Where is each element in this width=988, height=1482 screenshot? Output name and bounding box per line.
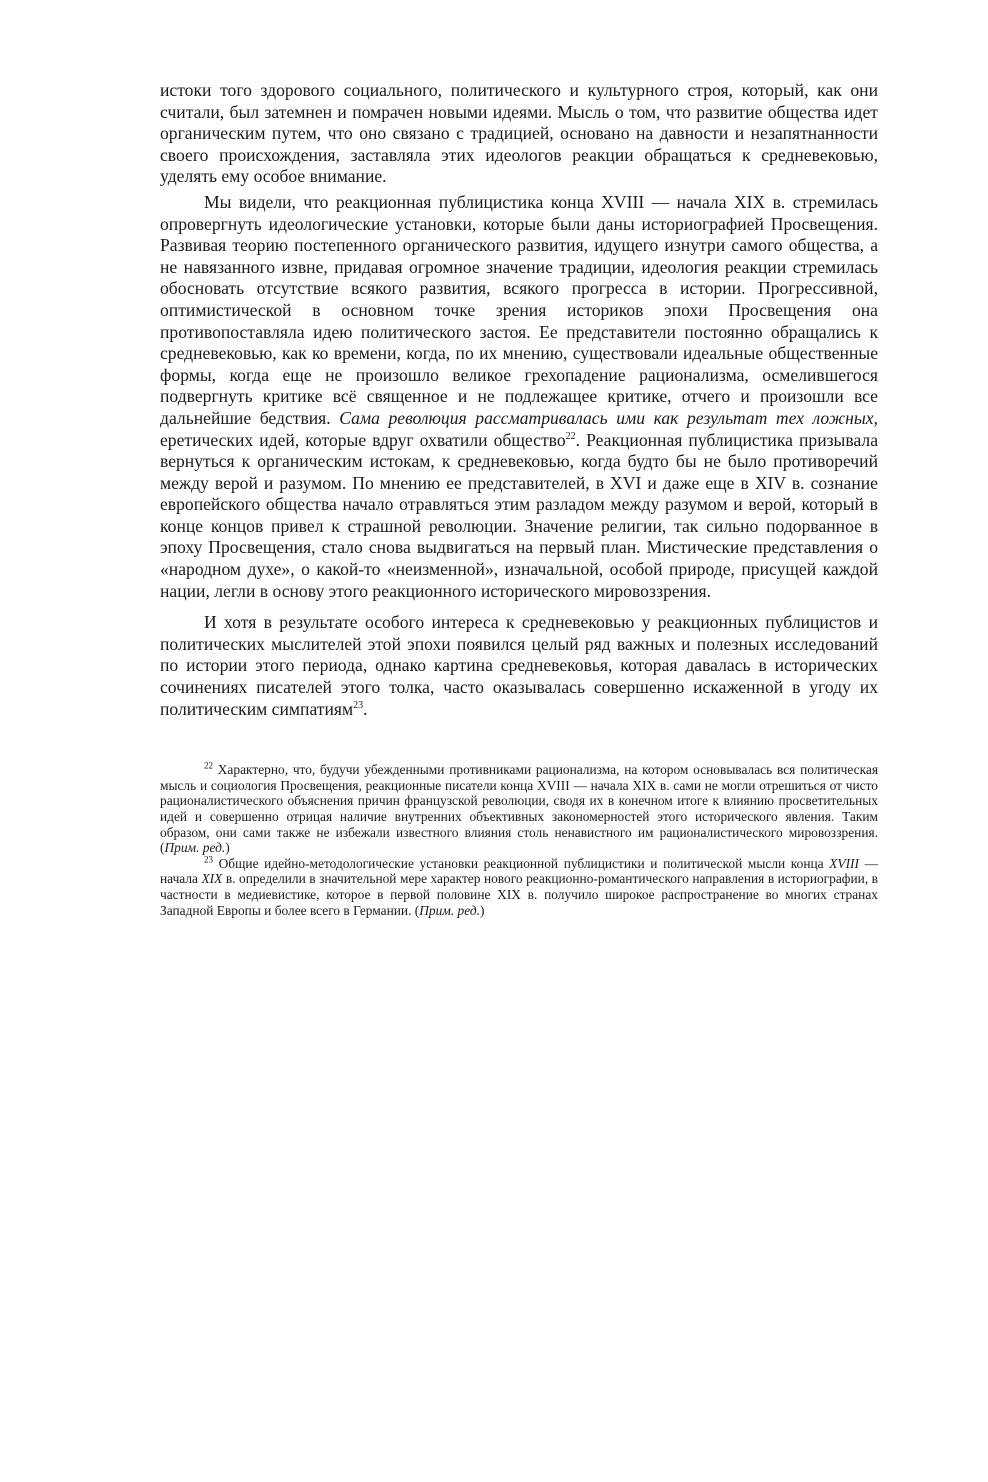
- footnote-23-text: Общие идейно-методологические установки реакционной публицистики и политической мысли конца: [213, 855, 830, 871]
- paragraph-1-text: истоки того здорового социального, политического и культурного строя, который, как они считали, был затемнен и помрачен новыми идеями. Мысль о том, что развитие общества идет органическим путем, что оно связано с традицией, основано на давности и незапятнанности своего происхождения, заставляла этих идеологов реакции обращаться к средневековью, уделять ему особое внимание.: [160, 80, 878, 187]
- paragraph-2-text-a: Мы видели, что реакционная публицистика конца XVIII — начала XIX в. стремилась опровергнуть идеологические установки, которые были даны историографией Просвещения. Развивая теорию постепенного органического развития, идущего изнутри самого общества, а не навязанного извне, придавая огромное значение традиции, идеология реакции стремилась обосновать отсутствие всякого развития, всякого прогресса в истории. Прогрессивной, оптимистической в основном точке зрения историков эпохи Просвещения она противопоставляла идею политического застоя. Ее представители постоянно обращались к средневековью, как ко времени, когда, по их мнению, существовали идеальные общественные формы, когда еще не произошло великое грехопадение рационализма, осмелившегося подвергнуть критике всё священное и не подлежащее критике, отчего и произошли все дальнейшие бедствия.: [160, 191, 878, 428]
- footnote-23-italic-2: XIX: [201, 871, 223, 887]
- footnote-22-text: Характерно, что, будучи убежденными противниками рационализма, на котором основывалась вся политическая мысль и социология Просвещения, реакционные писатели конца XVIII — начала XIX в. сами не могли отрешиться от чисто рационалистического объяснения причин французской революции, сводя их в конечном итоге к влиянию просветительных идей и совершенно отрицая наличие внутренних объективных закономерностей этого исторического явления. Таким образом, они сами также не избежали известного влияния столь ненавистного им рационалистического мировоззрения. (: [160, 762, 878, 856]
- paragraph-3-text-end: .: [363, 698, 368, 719]
- footnote-23-text-end: ): [479, 902, 485, 918]
- footnote-22-italic: Прим. ред.: [164, 840, 226, 856]
- footnote-22: [160, 762, 878, 856]
- paragraph-3: [160, 612, 878, 720]
- paragraph-2-text-b: еретических идей, которые вдруг охватили общество: [160, 429, 566, 450]
- footnote-ref-22[interactable]: 22: [565, 430, 576, 442]
- paragraph-3-text: И хотя в результате особого интереса к средневековью у реакционных публицистов и политических мыслителей этой эпохи появился целый ряд важных и полезных исследований по истории этого периода, однако картина средневековья, которая давалась в исторических сочинениях писателей этого толка, часто оказывалась совершенно искаженной в угоду их политическим симпатиям: [160, 612, 878, 719]
- paragraph-2: [160, 192, 878, 602]
- footnote-23-text-mid-1: — начала: [160, 855, 878, 887]
- footnote-23-italic-1: XVIII: [829, 855, 859, 871]
- footnote-22-number: 22: [204, 760, 213, 771]
- footnote-23: [160, 856, 878, 918]
- page-body: [160, 80, 878, 918]
- paragraph-1: [160, 80, 878, 188]
- footnote-23-italic: Прим. ред.: [419, 902, 480, 918]
- footnote-ref-23[interactable]: 23: [353, 699, 364, 711]
- paragraph-2-italic: Сама революция рассматривалась ими как результат тех ложных,: [339, 407, 878, 428]
- footnote-23-text-mid-2: в. определили в значительной мере характер нового реакционно-романтического направления в историографии, в частности в медиевистике, которое в первой половине XIX в. получило широкое распространение во многих странах Западной Европы и более всего в Германии. (: [160, 871, 878, 918]
- footnote-23-number: 23: [204, 854, 213, 865]
- footnote-22-text-end: ): [225, 840, 230, 856]
- paragraph-2-text-c: . Реакционная публицистика призывала вернуться к органическим истокам, к средневековью, когда будто бы не было противоречий между верой и разумом. По мнению ее представителей, в XVI и даже еще в XIV в. сознание европейского общества начало отравляться этим разладом между разумом и верой, который в конце концов привел к страшной революции. Значение религии, так сильно подорванное в эпоху Просвещения, стало снова выдвигаться на первый план. Мистические представления о «народном духе», о какой-то «неизменной», изначальной, особой природе, присущей каждой нации, легли в основу этого реакционного исторического мировоззрения.: [160, 429, 879, 601]
